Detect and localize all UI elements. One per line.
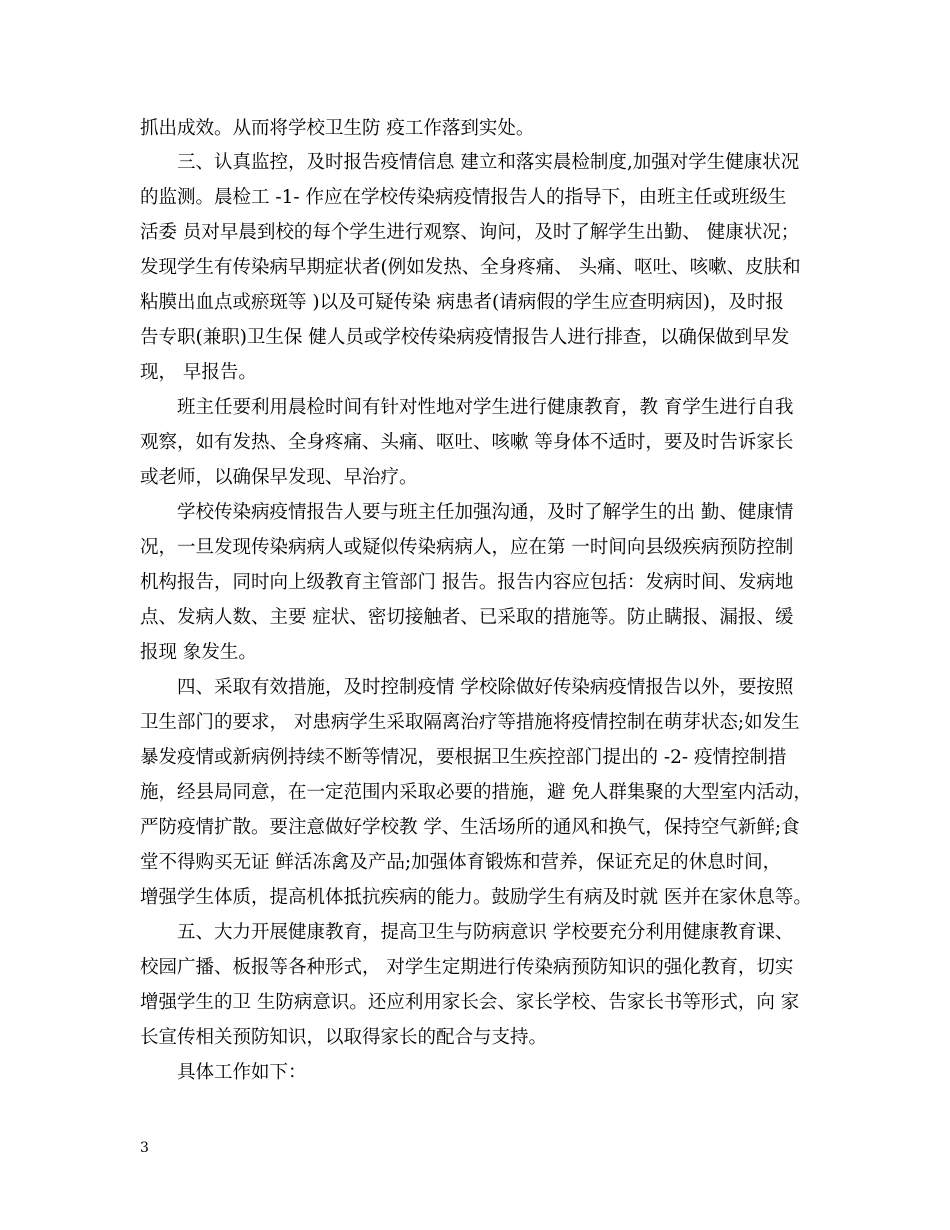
- text-line: 报现 象发生。: [140, 642, 257, 663]
- text-line: 点、发病人数、主要 症状、密切接触者、已采取的措施等。防止瞒报、漏报、缓: [140, 607, 794, 628]
- text-line: 五、大力开展健康教育，提高卫生与防病意识 学校要充分利用健康教育课、: [177, 922, 794, 943]
- text-line: 校园广播、板报等各种形式， 对学生定期进行传染病预防知识的强化教育，切实: [140, 957, 794, 978]
- text-line: 或老师，以确保早发现、早治疗。: [140, 467, 418, 488]
- text-line: 告专职(兼职)卫生保 健人员或学校传染病疫情报告人进行排查，以确保做到早发: [140, 327, 790, 348]
- text-line: 长宣传相关预防知识，以取得家长的配合与支持。: [140, 1027, 548, 1048]
- text-line: 班主任要利用晨检时间有针对性地对学生进行健康教育，教 育学生进行自我: [177, 397, 794, 418]
- text-line: 况，一旦发现传染病病人或疑似传染病病人，应在第 一时间向县级疾病预防控制: [140, 537, 794, 558]
- text-line: 施，经县局同意，在一定范围内采取必要的措施，避 免人群集聚的大型室内活动，: [140, 782, 812, 803]
- text-line: 增强学生体质，提高机体抵抗疾病的能力。鼓励学生有病及时就 医并在家休息等。: [140, 887, 812, 908]
- text-line: 四、采取有效措施，及时控制疫情 学校除做好传染病疫情报告以外，要按照: [177, 677, 794, 698]
- text-line: 三、认真监控，及时报告疫情信息 建立和落实晨检制度,加强对学生健康状况: [177, 152, 800, 173]
- text-line: 增强学生的卫 生防病意识。还应利用家长会、家长学校、告家长书等形式，向 家: [140, 992, 800, 1013]
- page-number: 3: [140, 1140, 149, 1156]
- text-line: 发现学生有传染病早期症状者(例如发热、全身疼痛、 头痛、呕吐、咳嗽、皮肤和: [140, 257, 801, 278]
- text-line: 活委 员对早晨到校的每个学生进行观察、询问，及时了解学生出勤、 健康状况；: [140, 222, 800, 243]
- text-line: 抓出成效。从而将学校卫生防 疫工作落到实处。: [140, 118, 535, 139]
- text-line: 机构报告，同时向上级教育主管部门 报告。报告内容应包括：发病时间、发病地: [140, 572, 794, 593]
- text-line: 的监测。晨检工 -1- 作应在学校传染病疫情报告人的指导下，由班主任或班级生: [140, 187, 787, 208]
- text-line: 堂不得购买无证 鲜活冻禽及产品;加强体育锻炼和营养，保证充足的休息时间，: [140, 852, 782, 873]
- text-line: 观察，如有发热、全身疼痛、头痛、呕吐、咳嗽 等身体不适时，要及时告诉家长: [140, 432, 794, 453]
- text-line: 暴发疫情或新病例持续不断等情况，要根据卫生疾控部门提出的 -2- 疫情控制措: [140, 747, 787, 768]
- text-line: 现， 早报告。: [140, 362, 257, 383]
- text-line: 学校传染病疫情报告人要与班主任加强沟通，及时了解学生的出 勤、健康情: [177, 502, 794, 523]
- text-line: 卫生部门的要求， 对患病学生采取隔离治疗等措施将疫情控制在萌芽状态;如发生: [140, 712, 800, 733]
- text-line: 具体工作如下：: [177, 1062, 307, 1083]
- text-line: 粘膜出血点或瘀斑等 )以及可疑传染 病患者(请病假的学生应查明病因)，及时报: [140, 292, 784, 313]
- text-line: 严防疫情扩散。要注意做好学校教 学、生活场所的通风和换气，保持空气新鲜;食: [140, 817, 800, 838]
